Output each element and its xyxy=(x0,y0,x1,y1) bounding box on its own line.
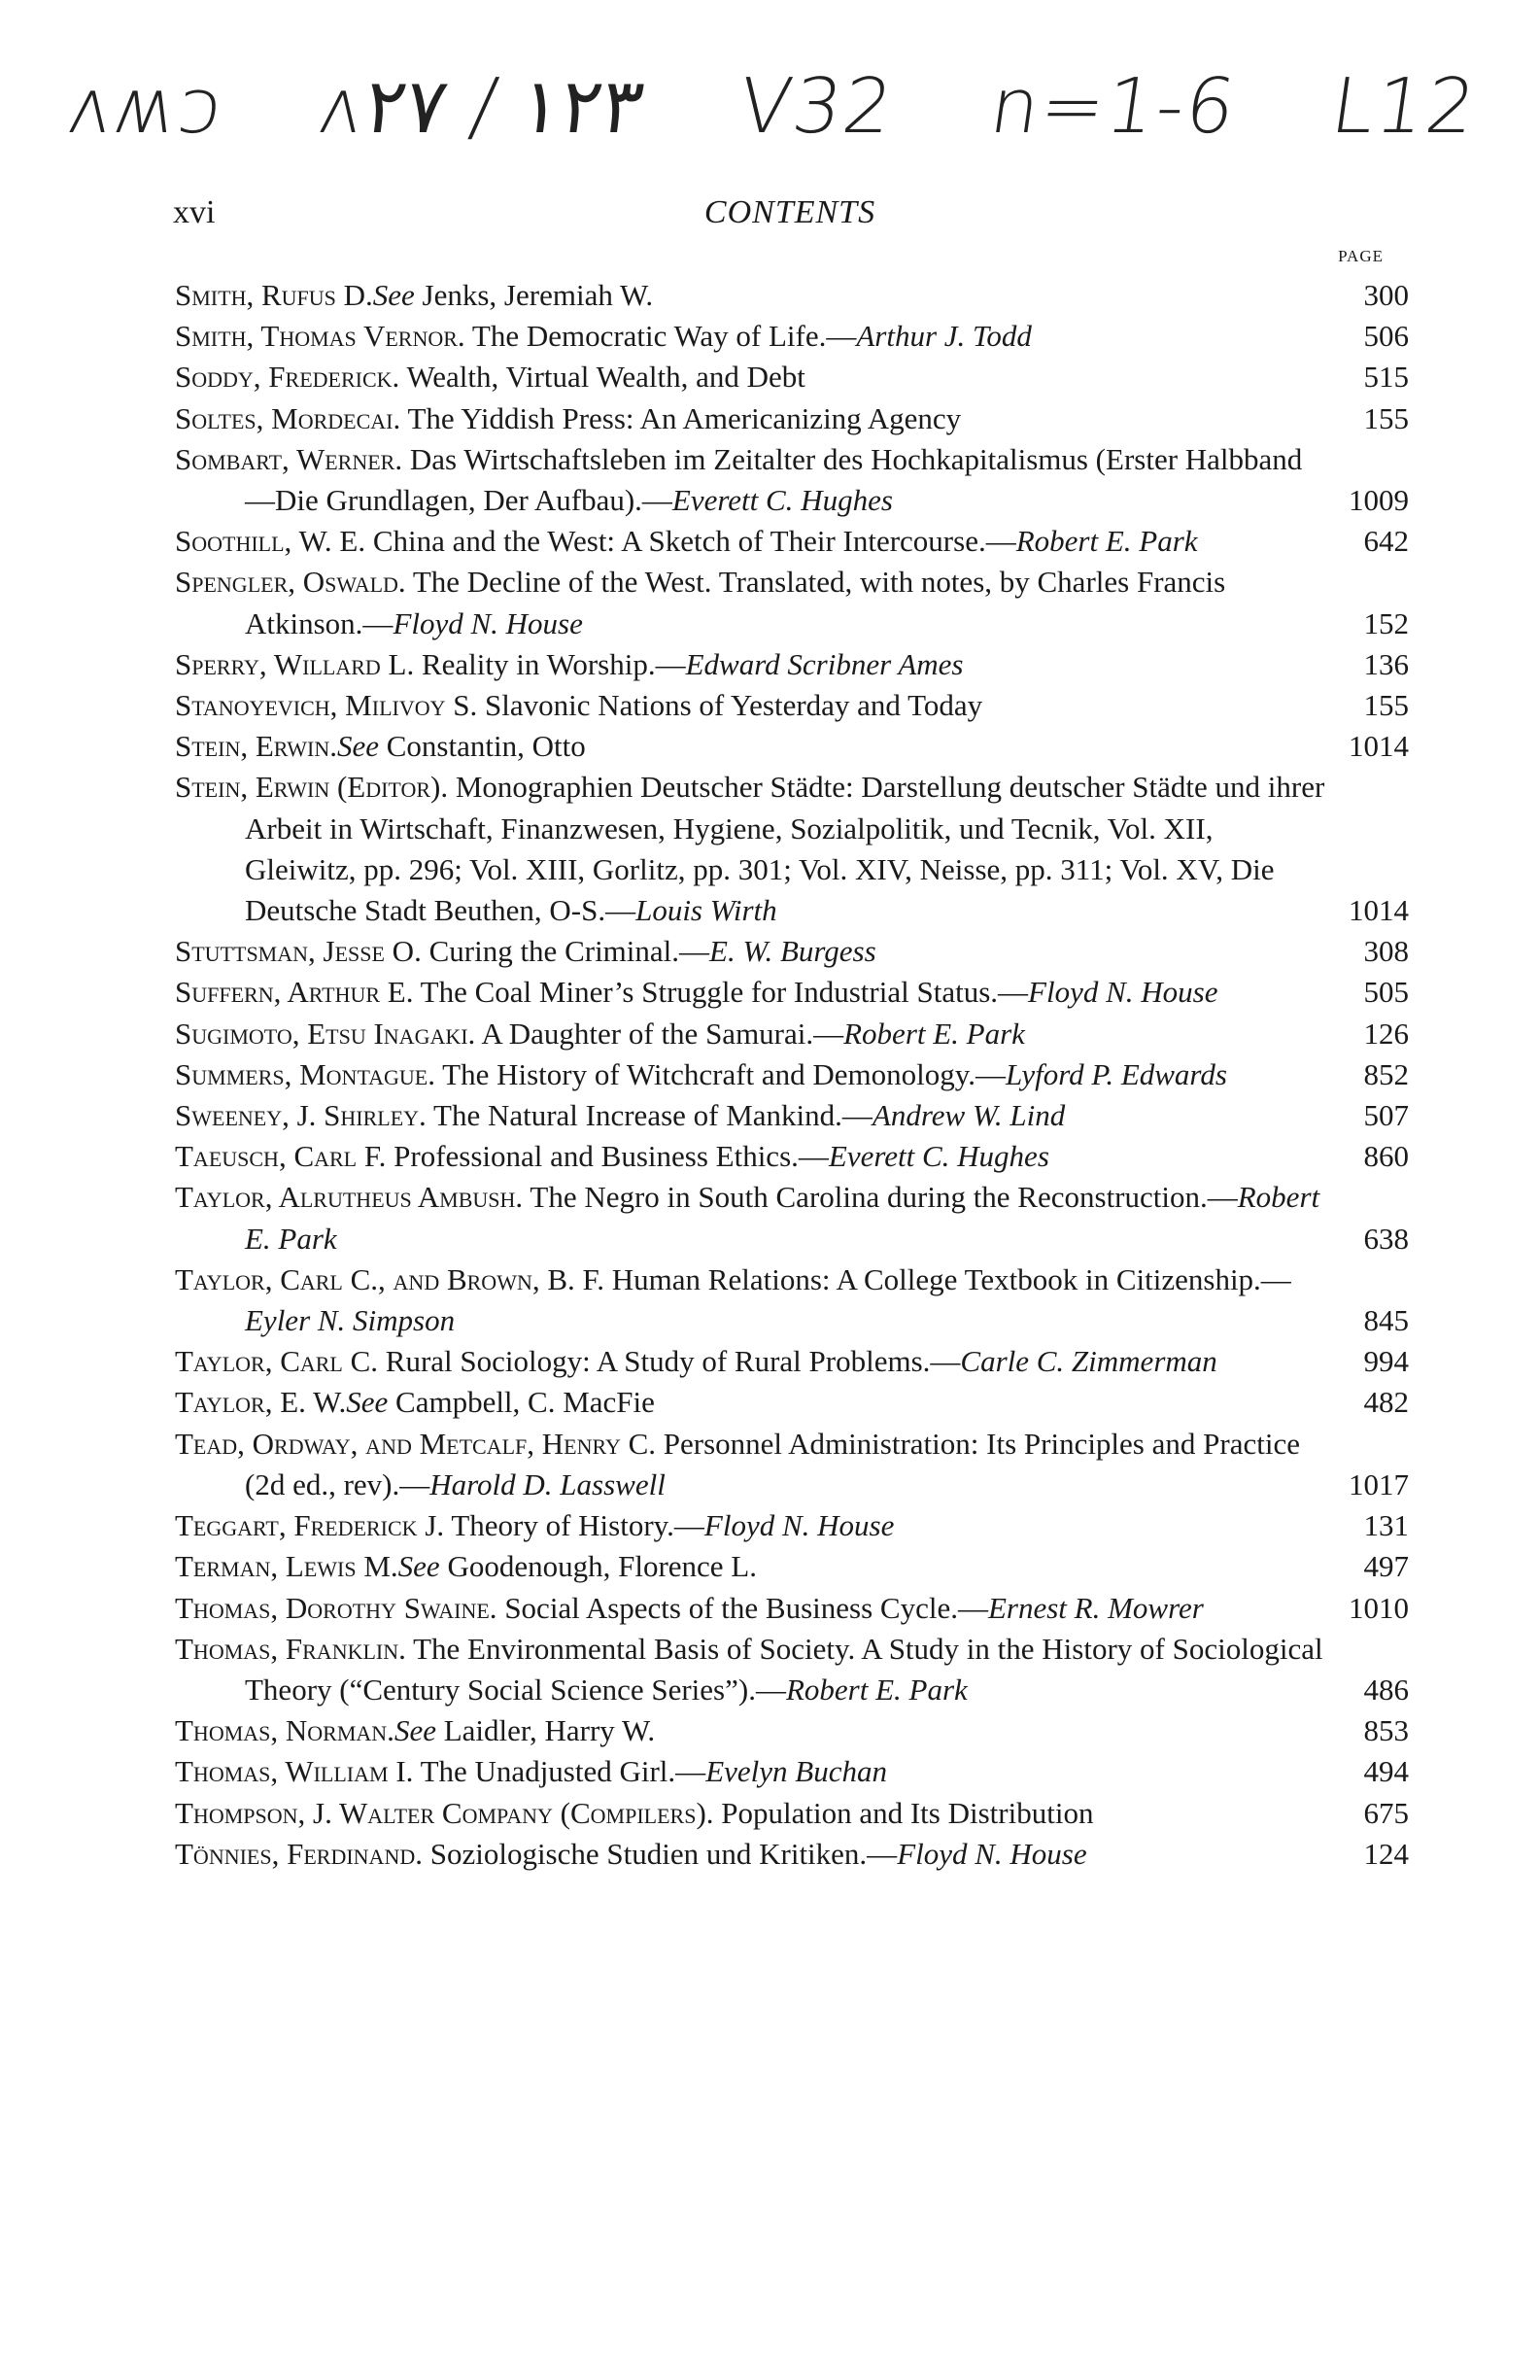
entry-page-number: 638 xyxy=(1363,1221,1409,1256)
entry-see: See xyxy=(346,1385,389,1420)
entry-title: The Coal Miner’s Struggle for Industrial Status.— xyxy=(413,975,1029,1010)
handwriting-mark: ʌ١٢٣ / ٢٧ xyxy=(313,63,650,151)
entry-author: Soothill, W. E. xyxy=(175,524,366,559)
entry-page-number: 853 xyxy=(1363,1713,1409,1748)
page-header xyxy=(173,194,1407,233)
contents-entry xyxy=(175,1136,1409,1177)
entry-title: Das Wirtschaftsleben im Zeitalter des Hochkapitalismus (Erster Halbband—Die Grundlagen, Der Aufbau).— xyxy=(245,441,1303,518)
entry-author: Soltes, Mordecai. xyxy=(175,400,401,435)
entry-page-number: 642 xyxy=(1363,524,1409,559)
entry-see: See xyxy=(372,278,415,312)
entry-page-number: 136 xyxy=(1363,646,1409,681)
entry-page-number: 124 xyxy=(1363,1836,1409,1871)
entry-reviewer: Ernest R. Mowrer xyxy=(987,1590,1204,1625)
handwritten-annotation xyxy=(61,58,1484,155)
contents-entry xyxy=(175,1751,1409,1792)
entry-author: Summers, Montague. xyxy=(175,1056,435,1091)
entry-title: Wealth, Virtual Wealth, and Debt xyxy=(399,360,805,395)
handwriting-mark: V32 xyxy=(734,63,901,151)
entry-page-number: 486 xyxy=(1363,1672,1409,1707)
entry-page-number: 131 xyxy=(1363,1508,1409,1543)
entry-title: Constantin, Otto xyxy=(379,729,586,764)
contents-entry xyxy=(175,1588,1409,1629)
entry-author: Soddy, Frederick. xyxy=(175,360,400,395)
contents-entry xyxy=(175,562,1409,643)
entry-reviewer: Floyd N. House xyxy=(897,1836,1087,1871)
entry-page-number: 497 xyxy=(1363,1549,1409,1584)
entry-title: Laidler, Harry W. xyxy=(435,1713,656,1748)
entry-author: Stein, Erwin (Editor). xyxy=(175,770,449,805)
entry-author: Smith, Rufus D. xyxy=(175,278,373,312)
entry-author: Taylor, E. W. xyxy=(175,1385,347,1420)
entry-page-number: 505 xyxy=(1363,975,1409,1010)
page-numeral: xvi xyxy=(173,194,216,230)
entry-author: Sombart, Werner. xyxy=(175,441,403,476)
entry-page-number: 1017 xyxy=(1349,1466,1409,1501)
entry-reviewer: Carle C. Zimmerman xyxy=(960,1344,1217,1379)
entry-page-number: 507 xyxy=(1363,1098,1409,1133)
entry-reviewer: Harold D. Lasswell xyxy=(429,1466,666,1501)
contents-entry xyxy=(175,1054,1409,1095)
entry-title: The Natural Increase of Mankind.— xyxy=(426,1098,873,1133)
contents-entry xyxy=(175,1834,1409,1875)
entry-author: Taylor, Carl C., and Brown, B. F. xyxy=(175,1261,605,1296)
entry-title: The Democratic Way of Life.— xyxy=(464,319,857,354)
contents-entry xyxy=(175,439,1409,521)
contents-entry xyxy=(175,1710,1409,1751)
entry-reviewer: Andrew W. Lind xyxy=(872,1098,1066,1133)
contents-entry xyxy=(175,316,1409,357)
contents-entry xyxy=(175,767,1409,931)
entry-page-number: 994 xyxy=(1363,1344,1409,1379)
entry-page-number: 852 xyxy=(1363,1056,1409,1091)
entry-title: Campbell, C. MacFie xyxy=(388,1385,655,1420)
entry-title: Human Relations: A College Textbook in Citizenship.— xyxy=(604,1261,1291,1296)
entry-author: Thomas, Dorothy Swaine. xyxy=(175,1590,497,1625)
entry-see: See xyxy=(336,729,379,764)
entry-author: Thomas, Franklin. xyxy=(175,1631,406,1666)
entry-reviewer: Eyler N. Simpson xyxy=(245,1303,456,1338)
entry-author: Smith, Thomas Vernor. xyxy=(175,319,465,354)
entry-title: A Daughter of the Samurai.— xyxy=(475,1016,844,1051)
contents-entry xyxy=(175,357,1409,397)
entry-author: Teggart, Frederick J. xyxy=(175,1508,445,1543)
entry-page-number: 675 xyxy=(1363,1795,1409,1830)
entry-title: The History of Witchcraft and Demonology.— xyxy=(434,1056,1007,1091)
entry-author: Stuttsman, Jesse O. xyxy=(175,934,422,969)
contents-entry xyxy=(175,931,1409,972)
entry-reviewer: Everett C. Hughes xyxy=(671,483,893,518)
contents-entry xyxy=(175,398,1409,439)
entry-page-number: 515 xyxy=(1363,360,1409,395)
entry-reviewer: Robert E. Park xyxy=(1015,524,1198,559)
entry-page-number: 1014 xyxy=(1349,729,1409,764)
entry-page-number: 126 xyxy=(1363,1016,1409,1051)
entry-reviewer: Robert E. Park xyxy=(245,1180,1320,1256)
entry-title: The Negro in South Carolina during the Reconstruction.— xyxy=(523,1180,1238,1215)
contents-entry xyxy=(175,1259,1409,1341)
entry-author: Stanoyevich, Milivoy S. xyxy=(175,688,478,723)
contents-entry xyxy=(175,1505,1409,1546)
entry-title: Curing the Criminal.— xyxy=(421,934,710,969)
entry-author: Sugimoto, Etsu Inagaki. xyxy=(175,1016,476,1051)
entry-author: Tead, Ordway, and Metcalf, Henry C. xyxy=(175,1426,657,1461)
contents-entry xyxy=(175,275,1409,316)
entry-author: Terman, Lewis M. xyxy=(175,1549,398,1584)
entry-title: Slavonic Nations of Yesterday and Today xyxy=(477,688,983,723)
handwriting-mark: n=1-6 xyxy=(984,63,1243,151)
entry-page-number: 860 xyxy=(1363,1139,1409,1174)
entry-author: Tönnies, Ferdinand. xyxy=(175,1836,423,1871)
entry-author: Thomas, Norman. xyxy=(175,1713,394,1748)
entry-reviewer: Evelyn Buchan xyxy=(705,1754,887,1789)
contents-entry xyxy=(175,972,1409,1013)
entry-reviewer: Floyd N. House xyxy=(393,605,583,640)
contents-entry xyxy=(175,521,1409,562)
page-column-label: PAGE xyxy=(1338,247,1384,265)
contents-entry xyxy=(175,1629,1409,1710)
entry-title: Reality in Worship.— xyxy=(414,646,686,681)
entry-title: The Unadjusted Girl.— xyxy=(413,1754,706,1789)
entry-title: Jenks, Jeremiah W. xyxy=(414,278,654,312)
entry-title: Goodenough, Florence L. xyxy=(439,1549,757,1584)
contents-entry xyxy=(175,1341,1409,1382)
entry-title: Rural Sociology: A Study of Rural Problems.— xyxy=(378,1344,961,1379)
entry-reviewer: Louis Wirth xyxy=(635,893,777,928)
contents-entry xyxy=(175,1382,1409,1423)
contents-entry xyxy=(175,1546,1409,1587)
entry-page-number: 308 xyxy=(1363,934,1409,969)
entry-title: Population and Its Distribution xyxy=(713,1795,1094,1830)
entry-title: Professional and Business Ethics.— xyxy=(386,1139,829,1174)
entry-page-number: 152 xyxy=(1363,605,1409,640)
entry-title: The Environmental Basis of Society. A Study in the History of Sociological Theory (“Century Social Science Series”).— xyxy=(245,1631,1323,1707)
entry-title: Personnel Administration: Its Principles and Practice (2d ed., rev).— xyxy=(245,1426,1300,1501)
contents-list xyxy=(175,275,1409,1875)
contents-entry xyxy=(175,1095,1409,1136)
handwriting-mark: L12 xyxy=(1325,63,1484,151)
entry-page-number: 845 xyxy=(1363,1303,1409,1338)
entry-author: Stein, Erwin. xyxy=(175,729,337,764)
entry-author: Spengler, Oswald. xyxy=(175,565,406,600)
entry-page-number: 482 xyxy=(1363,1385,1409,1420)
entry-page-number: 155 xyxy=(1363,400,1409,435)
entry-page-number: 494 xyxy=(1363,1754,1409,1789)
entry-page-number: 300 xyxy=(1363,278,1409,312)
entry-reviewer: Everett C. Hughes xyxy=(828,1139,1049,1174)
entry-page-number: 1010 xyxy=(1349,1590,1409,1625)
entry-reviewer: Edward Scribner Ames xyxy=(685,646,964,681)
entry-author: Taeusch, Carl F. xyxy=(175,1139,387,1174)
contents-entry xyxy=(175,1424,1409,1505)
entry-page-number: 506 xyxy=(1363,319,1409,354)
entry-see: See xyxy=(394,1713,436,1748)
entry-title: Soziologische Studien und Kritiken.— xyxy=(422,1836,898,1871)
entry-title: The Decline of the West. Translated, with notes, by Charles Francis Atkinson.— xyxy=(245,565,1226,640)
entry-author: Sperry, Willard L. xyxy=(175,646,415,681)
entry-title: Theory of History.— xyxy=(444,1508,704,1543)
entry-author: Taylor, Alrutheus Ambush. xyxy=(175,1180,524,1215)
contents-entry xyxy=(175,1177,1409,1259)
entry-reviewer: Lyford P. Edwards xyxy=(1006,1056,1227,1091)
entry-author: Thomas, William I. xyxy=(175,1754,414,1789)
contents-entry xyxy=(175,685,1409,726)
entry-title: China and the West: A Sketch of Their Intercourse.— xyxy=(365,524,1016,559)
entry-author: Suffern, Arthur E. xyxy=(175,975,414,1010)
contents-entry xyxy=(175,644,1409,685)
entry-author: Sweeney, J. Shirley. xyxy=(175,1098,427,1133)
entry-reviewer: Robert E. Park xyxy=(785,1672,968,1707)
entry-page-number: 1014 xyxy=(1349,893,1409,928)
entry-page-number: 1009 xyxy=(1349,483,1409,518)
contents-entry xyxy=(175,726,1409,767)
entry-reviewer: E. W. Burgess xyxy=(709,934,876,969)
entry-see: See xyxy=(397,1549,440,1584)
entry-page-number: 155 xyxy=(1363,688,1409,723)
handwriting-mark: ʌʍɔ xyxy=(61,63,229,151)
contents-entry xyxy=(175,1793,1409,1834)
entry-reviewer: Floyd N. House xyxy=(703,1508,895,1543)
entry-reviewer: Robert E. Park xyxy=(843,1016,1025,1051)
entry-author: Thompson, J. Walter Company (Compilers). xyxy=(175,1795,714,1830)
page-title: CONTENTS xyxy=(703,194,876,230)
entry-title: Social Aspects of the Business Cycle.— xyxy=(496,1590,988,1625)
entry-reviewer: Floyd N. House xyxy=(1028,975,1218,1010)
contents-entry xyxy=(175,1014,1409,1054)
entry-reviewer: Arthur J. Todd xyxy=(856,319,1032,354)
entry-title: Monographien Deutscher Städte: Darstellung deutscher Städte und ihrer Arbeit in Wirtschaft, Finanzwesen, Hygiene, Sozialpolitik, und Tecnik, Vol. XII, Gleiwitz, pp. 296; Vol. XIII, Gorlitz, pp. 301; Vol. XIV, Neisse, pp. 311; Vol. XV, Die Deutsche Stadt Beuthen, O-S.— xyxy=(245,770,1325,928)
entry-title: The Yiddish Press: An Americanizing Agency xyxy=(400,400,962,435)
entry-author: Taylor, Carl C. xyxy=(175,1344,379,1379)
